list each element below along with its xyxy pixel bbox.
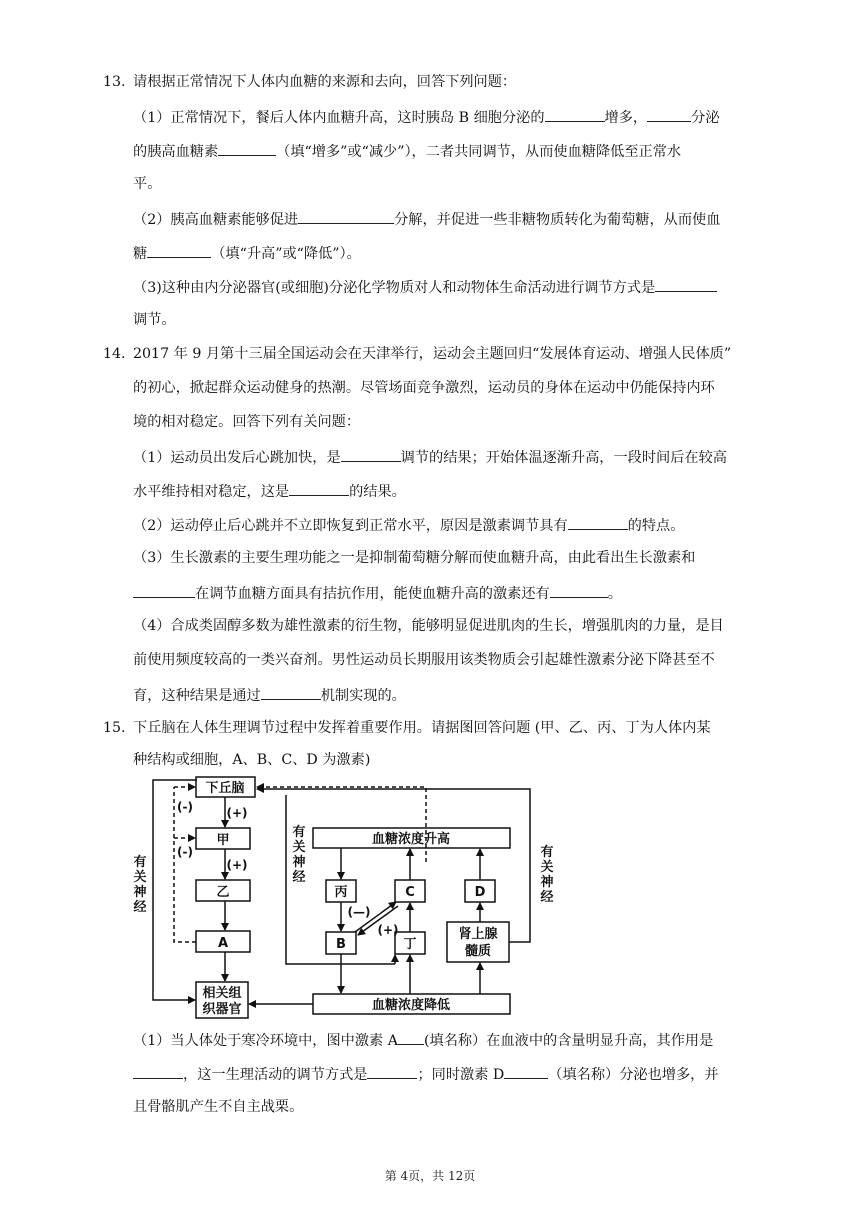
tissue-label-line1: 相关组 (202, 986, 242, 1001)
ding-label: 丁 (403, 937, 417, 952)
minus-sign: (-) (177, 800, 193, 814)
question-13-stem: 请根据正常情况下人体内血糖的来源和去向，回答下列问题： (133, 74, 517, 90)
answer-blank[interactable] (133, 1063, 183, 1079)
adrenal-label-line2: 髓质 (464, 944, 492, 959)
tissue-label-line2: 织器官 (202, 1002, 242, 1017)
hormone-c-label: C (405, 885, 415, 900)
q13-part1-line2: 的胰高血糖素 （填“增多”或“减少”），二者共同调节，从而使血糖降低至正常水 (133, 140, 681, 162)
jia-label: 甲 (216, 833, 230, 848)
hormone-b-label: B (336, 937, 346, 952)
question-13-number: 13. (103, 74, 126, 90)
question-15-stem-line2: 种结构或细胞，A、B、C、D 为激素) (133, 752, 371, 768)
nerve-label-right: 神 (540, 875, 554, 890)
q15-part1-line3: 且骨骼肌产生不自主战栗。 (133, 1099, 304, 1115)
nerve-label-right: 经 (540, 890, 554, 905)
nerve-label-middle: 神 (292, 855, 306, 870)
plus-sign: (+) (377, 923, 399, 937)
glucose-rise-label: 血糖浓度升高 (371, 832, 451, 847)
bing-label: 丙 (334, 885, 348, 900)
question-14-stem-line3: 境的相对稳定。回答下列有关问题： (133, 414, 361, 430)
question-15-stem-line1: 下丘脑在人体生理调节过程中发挥着重要作用。请据图回答问题 (甲、乙、丙、丁为人体内某 (133, 720, 711, 736)
hormone-a-label: A (217, 936, 229, 951)
q15-part1-line2: ，这一生理活动的调节方式是 ；同时激素 D （填名称）分泌也增多，并 (133, 1063, 719, 1085)
hypothalamus-label: 下丘脑 (205, 781, 245, 796)
nerve-label-left: 有 (133, 855, 147, 870)
q13-part1-line3: 平。 (133, 176, 162, 192)
nerve-label-right: 有 (540, 845, 554, 860)
glucose-drop-label: 血糖浓度降低 (371, 998, 451, 1013)
nerve-label-right: 关 (540, 860, 554, 875)
nerve-label-middle: 关 (292, 840, 306, 855)
q13-part1-line1: （1）正常情况下，餐后人体内血糖升高，这时胰岛 B 细胞分泌的 增多， 分泌 (133, 106, 720, 128)
q13-part3-line2: 调节。 (133, 312, 176, 328)
nerve-label-middle: 经 (292, 870, 306, 885)
q13-part2-line1: （2）胰高血糖素能够促进 分解，并促进一些非糖物质转化为葡萄糖，从而使血 (133, 208, 720, 230)
q13-part3-line1: （3)这种由内分泌器官(或细胞)分泌化学物质对人和动物体生命活动进行调节方式是 (133, 276, 717, 298)
q14-part4-line2: 前使用频度较高的一类兴奋剂。男性运动员长期服用该类物质会引起雄性激素分泌下降甚至不 (133, 652, 715, 668)
plus-sign: (+) (226, 858, 248, 872)
question-14-number: 14. (103, 346, 126, 362)
q15-part1-line1: （1）当人体处于寒冷环境中，图中激素 A (填名称）在血液中的含量明显升高，其作用是 (133, 1029, 713, 1051)
nerve-label-left: 神 (133, 885, 147, 900)
nerve-label-left: 经 (133, 900, 147, 915)
minus-sign: (—) (347, 905, 371, 919)
q14-part3-line2: 在调节血糖方面具有拮抗作用，能使血糖升高的激素还有 。 (133, 582, 622, 604)
page-footer: 第 4页，共 12页 (384, 1169, 476, 1183)
minus-sign: (-) (177, 845, 193, 859)
q14-part4-line3: 育，这种结果是通过 机制实现的。 (133, 684, 406, 706)
answer-blank[interactable] (398, 1029, 424, 1045)
answer-blank[interactable] (504, 1063, 548, 1079)
question-15-number: 15. (103, 720, 126, 736)
answer-blank[interactable] (367, 1063, 417, 1079)
hormone-d-label: D (474, 885, 486, 900)
yi-label: 乙 (216, 885, 230, 900)
q13-part2-line2: 糖 （填“升高”或“降低”）。 (133, 242, 361, 264)
plus-sign: (+) (226, 806, 248, 820)
q14-part3-line1: （3）生长激素的主要生理功能之一是抑制葡萄糖分解而使血糖升高，由此看出生长激素和 (133, 550, 696, 566)
q14-part4-line1: （4）合成类固醇多数为雄性激素的衍生物，能够明显促进肌肉的生长，增强肌肉的力量，是目 (133, 618, 724, 634)
nerve-label-left: 关 (133, 870, 147, 885)
question-14-stem-line1: 2017 年 9 月第十三届全国运动会在天津举行，运动会主题回归“发展体育运动、增强人民体质” (133, 346, 732, 362)
q14-part2-line1: （2）运动停止后心跳并不立即恢复到正常水平，原因是激素调节具有 的特点。 (133, 514, 684, 536)
nerve-label-middle: 有 (292, 825, 306, 840)
q14-part1-line1: （1）运动员出发后心跳加快，是 调节的结果；开始体温逐渐升高，一段时间后在较高 (133, 446, 727, 468)
question-14-stem-line2: 的初心，掀起群众运动健身的热潮。尽管场面竞争激烈，运动员的身体在运动中仍能保持内环 (133, 380, 715, 396)
q14-part1-line2: 水平维持相对稳定，这是 的结果。 (133, 480, 406, 502)
adrenal-label-line1: 肾上腺 (458, 927, 498, 942)
